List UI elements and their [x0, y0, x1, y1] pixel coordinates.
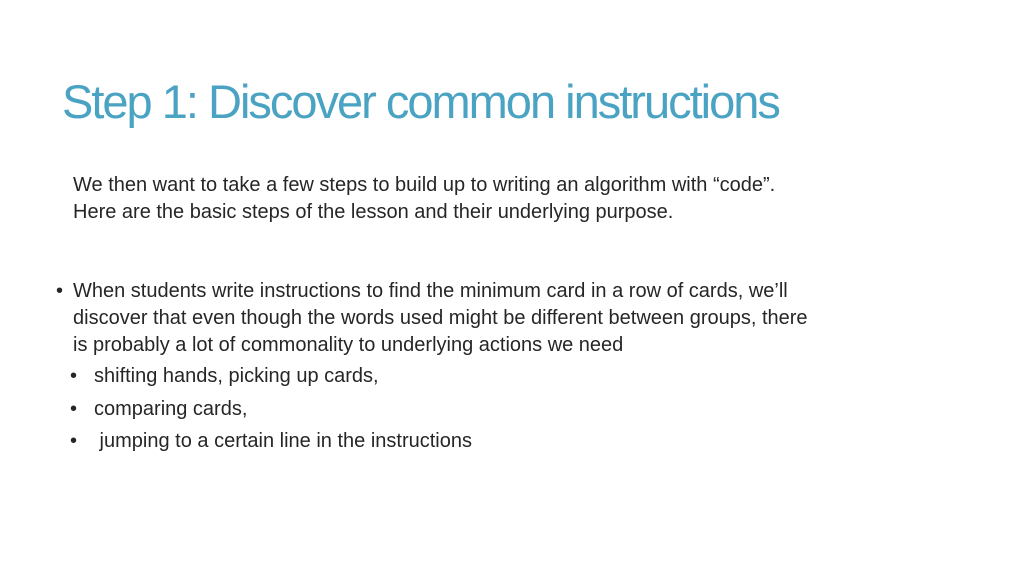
- bullet-marker: •: [70, 398, 78, 420]
- bullet-line: discover that even though the words used might be different between groups, there: [73, 307, 808, 329]
- slide-title: Step 1: Discover common instructions: [62, 75, 779, 128]
- intro-line: We then want to take a few steps to build up to writing an algorithm with “code”.: [73, 174, 776, 196]
- bullet-line: When students write instructions to find the minimum card in a row of cards, we’ll: [73, 280, 788, 302]
- sub-bullet-text: comparing cards,: [94, 398, 248, 420]
- main-bullet-text: [73, 278, 953, 359]
- bullet-marker: •: [70, 365, 78, 387]
- bullet-marker: •: [70, 430, 78, 452]
- bullet-marker: •: [56, 280, 64, 302]
- sub-bullet-text: jumping to a certain line in the instructions: [94, 430, 472, 452]
- intro-paragraph: [73, 172, 953, 226]
- intro-line: Here are the basic steps of the lesson and their underlying purpose.: [73, 201, 674, 223]
- sub-bullet-text: shifting hands, picking up cards,: [94, 365, 379, 387]
- bullet-line: is probably a lot of commonality to underlying actions we need: [73, 334, 624, 356]
